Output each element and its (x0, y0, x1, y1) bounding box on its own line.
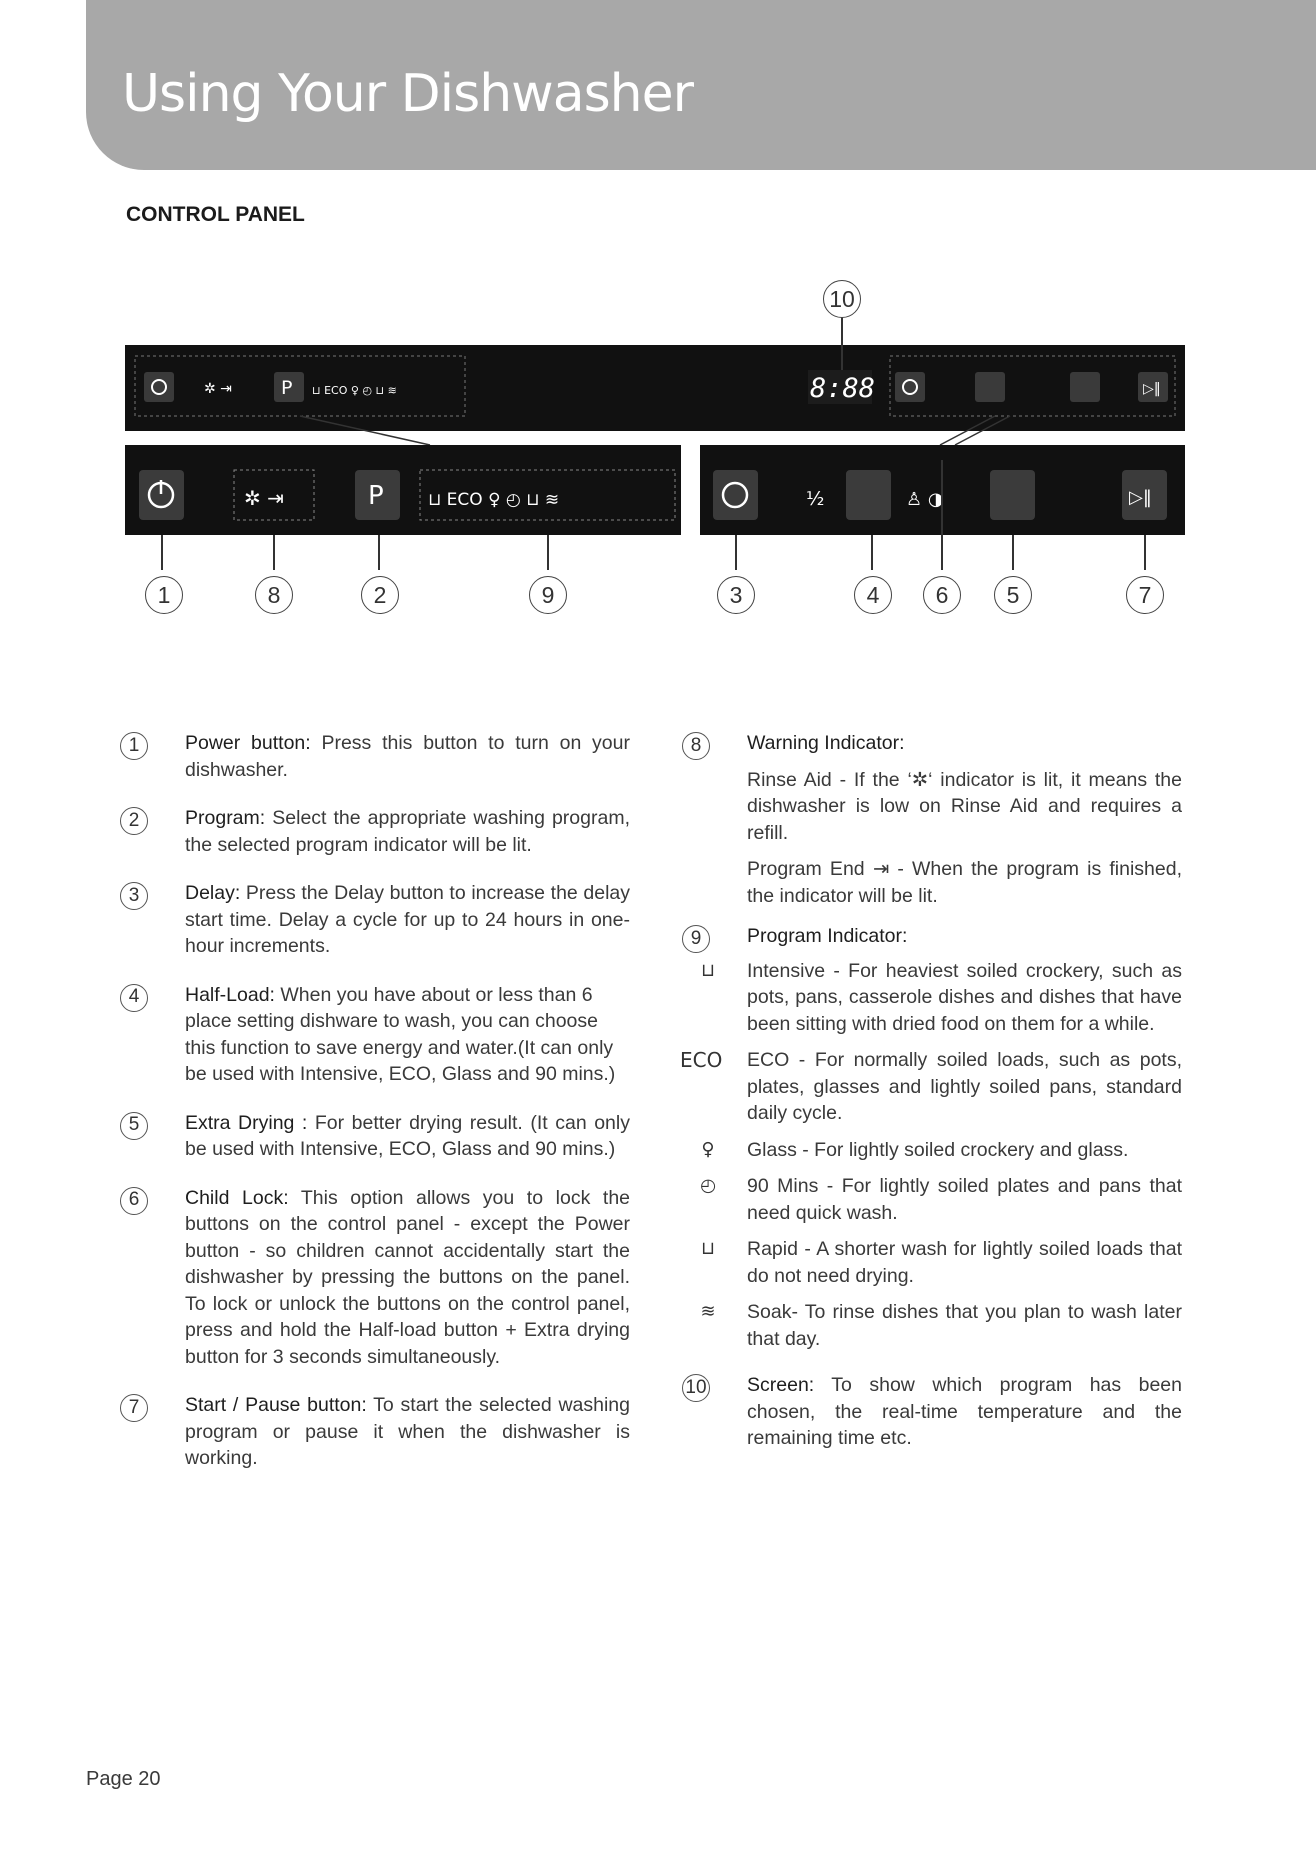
item-power-button (120, 730, 630, 783)
item-program-indicator (682, 923, 1182, 950)
item-label: Program: (185, 807, 266, 829)
extra-drying-button-graphic (990, 470, 1035, 520)
item-label: Screen: (747, 1374, 815, 1396)
program-end-text: - When the program is finished, the indicator will be lit. (747, 858, 1183, 907)
item-label: Half-Load: (185, 983, 275, 1006)
item-delay (120, 880, 630, 960)
item-number: 8 (682, 732, 710, 760)
section-heading: CONTROL PANEL (126, 203, 305, 226)
program-text: Soak- To rinse dishes that you plan to wash later that day. (747, 1301, 1182, 1350)
rinse-aid-icon: ✲ (911, 767, 929, 791)
half-load-label: ½ (806, 488, 825, 510)
svg-text:⊔ ECO ♀ ◴ ⊔ ≋: ⊔ ECO ♀ ◴ ⊔ ≋ (428, 490, 560, 510)
item-text: To show which program has been chosen, the real-time temperature and the remaining time etc. (747, 1374, 1182, 1449)
left-column (120, 730, 630, 1494)
item-program (120, 805, 630, 858)
program-text: 90 Mins - For lightly soiled plates and pans that need quick wash. (747, 1175, 1182, 1224)
item-label: Child Lock: (185, 1186, 289, 1209)
item-number: 9 (682, 925, 710, 953)
item-number: 4 (120, 984, 148, 1012)
rinse-aid-text-b: ‘ indicator is lit, it means the dishwasher is low on Rinse Aid and requires a refill. (747, 768, 1182, 844)
panel-display: 8:88 (810, 373, 876, 404)
item-number: 6 (120, 1187, 148, 1215)
item-number: 5 (120, 1112, 148, 1140)
rapid-icon: ⊔ (700, 1238, 716, 1259)
control-panel-illustration (0, 270, 1316, 630)
program-glass (682, 1137, 1182, 1164)
program-text: Intensive - For heaviest soiled crockery, such as pots, pans, casserole dishes and dishes that have been sitting with dried food on them for a while. (747, 959, 1182, 1035)
item-number: 1 (120, 732, 148, 760)
callout-1: 1 (145, 576, 183, 614)
svg-text:♙ ◑: ♙ ◑ (906, 489, 944, 510)
item-label: Extra Drying : (185, 1111, 308, 1134)
intensive-icon: ⊔ (700, 959, 716, 981)
page-number: Page 20 (86, 1768, 161, 1790)
svg-text:▷‖: ▷‖ (1129, 487, 1152, 508)
item-text: This option allows you to lock the buttons on the control panel - except the Power button - so children cannot accidentally start the dishwasher by pressing the buttons on the panel. To lock or unlock the buttons on the control panel, press and hold the Half-load button + Extra drying button for 3 seconds simultaneously. (185, 1186, 631, 1368)
callout-7: 7 (1126, 576, 1164, 614)
eco-icon: ECO (680, 1048, 723, 1072)
item-number: 7 (120, 1394, 148, 1422)
item-number: 10 (682, 1374, 710, 1402)
svg-text:⊔ ECO ♀ ◴ ⊔ ≋: ⊔ ECO ♀ ◴ ⊔ ≋ (312, 384, 397, 397)
svg-text:✲ ⇥: ✲ ⇥ (244, 486, 284, 510)
item-text: For better drying result. (It can only be used with Intensive, ECO, Glass and 90 mins.) (185, 1111, 630, 1160)
callout-6: 6 (923, 576, 961, 614)
page-title: Using Your Dishwasher (122, 64, 693, 124)
callout-9: 9 (529, 576, 567, 614)
item-label: Program Indicator: (747, 925, 908, 947)
item-text: Press this button to turn on your dishwasher. (185, 732, 630, 781)
item-half-load (120, 982, 630, 1088)
program-text: Rapid - A shorter wash for lightly soiled loads that do not need drying. (747, 1238, 1182, 1287)
program-text: Glass - For lightly soiled crockery and glass. (747, 1138, 1129, 1161)
delay-button-graphic (713, 470, 758, 520)
clock-90-icon: ◴ (700, 1175, 716, 1196)
item-start-pause (120, 1392, 630, 1472)
callout-2: 2 (361, 576, 399, 614)
item-text: Press the Delay button to increase the delay start time. Delay a cycle for up to 24 hours in one-hour increments. (185, 882, 630, 957)
item-screen (682, 1372, 1182, 1452)
callout-5: 5 (994, 576, 1032, 614)
item-child-lock (120, 1185, 630, 1371)
item-extra-drying (120, 1110, 630, 1163)
svg-text:✲ ⇥: ✲ ⇥ (204, 381, 232, 397)
callout-4: 4 (854, 576, 892, 614)
program-90-mins (682, 1173, 1182, 1226)
item-number: 3 (120, 882, 148, 910)
item-number: 2 (120, 807, 148, 835)
callout-10: 10 (823, 280, 861, 318)
half-load-button-graphic (846, 470, 891, 520)
panel-zoom-left (125, 445, 681, 535)
svg-text:P: P (281, 377, 293, 399)
glass-icon: ♀ (701, 1138, 715, 1160)
program-rapid (682, 1236, 1182, 1289)
program-end-label: Program End (747, 858, 865, 880)
program-text: ECO - For normally soiled loads, such as pots, plates, glasses and lightly soiled pans, standard daily cycle. (747, 1049, 1182, 1124)
control-panel-diagram (0, 0, 1316, 640)
soak-icon: ≋ (700, 1301, 716, 1322)
item-text: To start the selected washing program or pause it when the dishwasher is working. (185, 1394, 630, 1469)
item-label: Start / Pause button: (185, 1394, 367, 1416)
svg-text:▷‖: ▷‖ (1143, 381, 1161, 397)
item-label: Delay: (185, 882, 241, 904)
callout-8: 8 (255, 576, 293, 614)
svg-text:P: P (368, 481, 384, 511)
right-column (682, 730, 1182, 1474)
program-intensive (682, 958, 1182, 1038)
program-end-icon: ⇥ (872, 857, 890, 880)
power-button-graphic (139, 470, 184, 520)
program-soak (682, 1299, 1182, 1352)
rinse-aid-text-a: Rinse Aid - If the ‘ (747, 768, 912, 791)
item-label: Power button: (185, 732, 311, 754)
program-eco (682, 1047, 1182, 1127)
item-text: When you have about or less than 6 place setting dishware to wash, you can choose this function to save energy and water.(It can only be used with Intensive, ECO, Glass and 90 mins.) (185, 983, 616, 1085)
item-label: Warning Indicator: (747, 732, 905, 754)
item-warning-indicator (682, 730, 1182, 909)
item-text: Select the appropriate washing program, the selected program indicator will be lit. (185, 807, 630, 856)
callout-3: 3 (717, 576, 755, 614)
